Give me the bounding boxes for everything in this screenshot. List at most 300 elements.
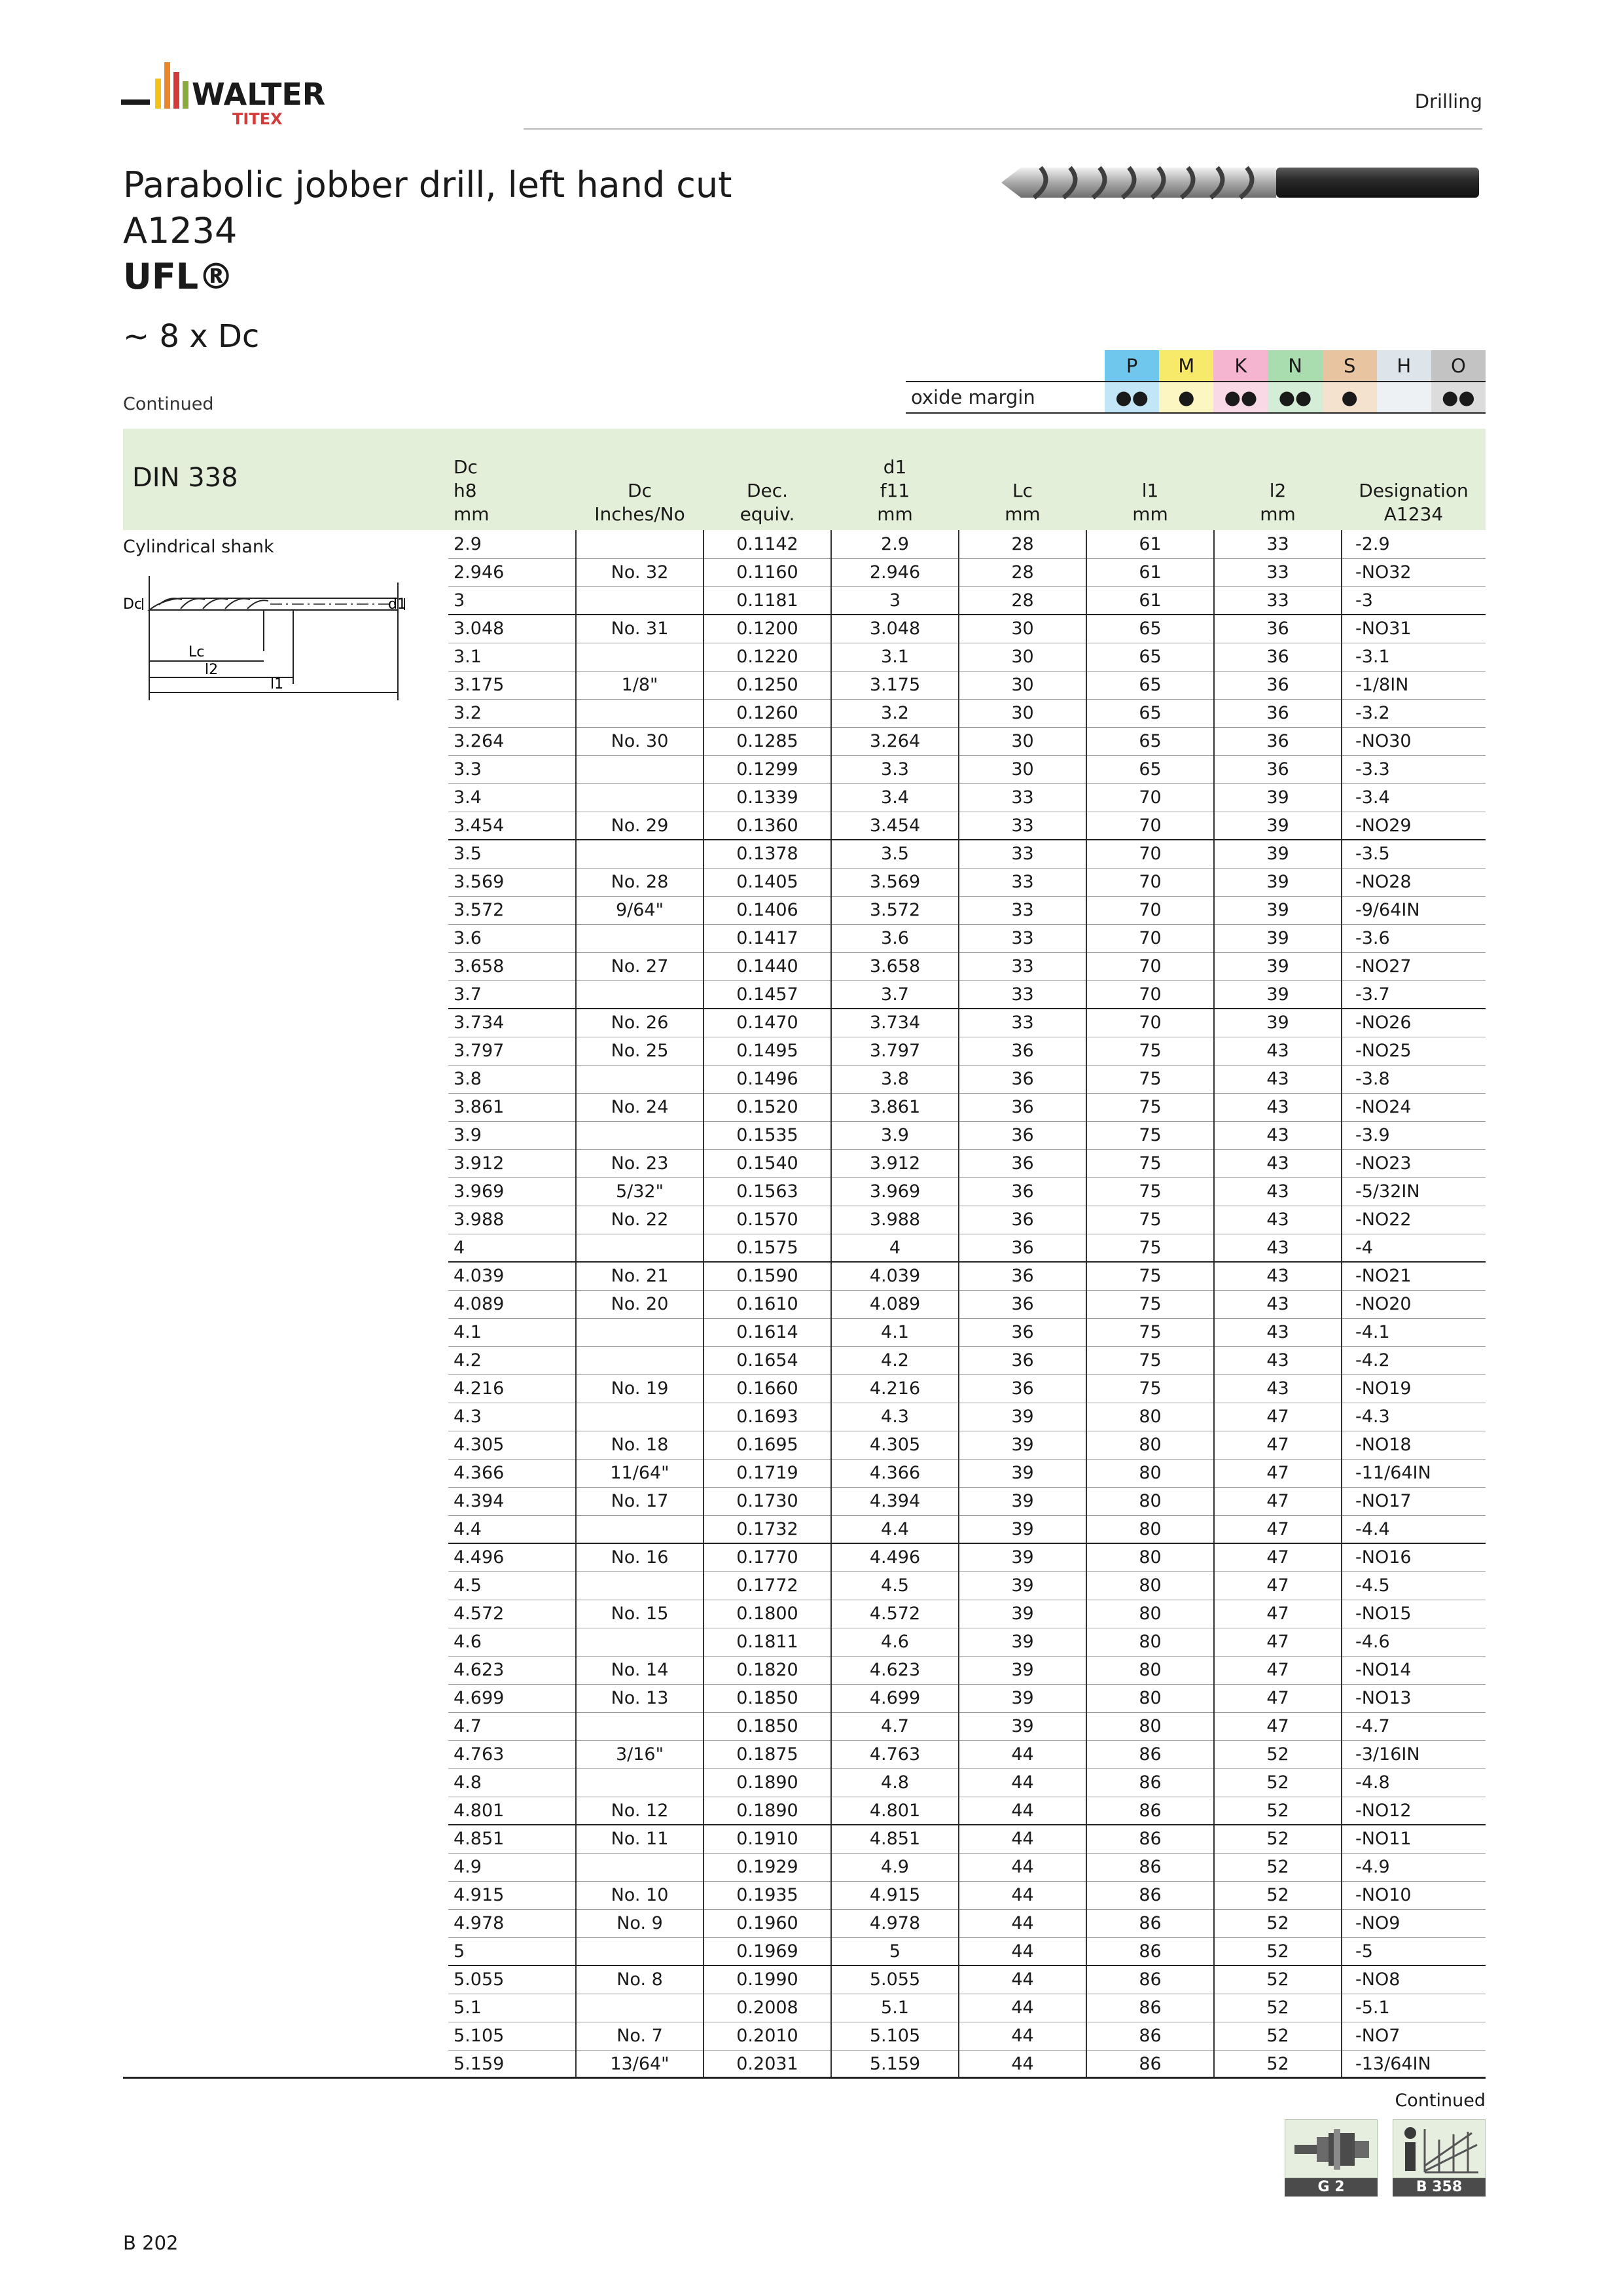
svg-text:Lc: Lc (188, 644, 205, 660)
table-cell: -3.8 (1342, 1065, 1486, 1093)
table-cell: 4.2 (448, 1346, 576, 1374)
table-cell: 47 (1214, 1459, 1342, 1487)
table-cell: 52 (1214, 2050, 1342, 2078)
table-cell: 4.305 (831, 1431, 959, 1459)
table-row (448, 1262, 1486, 1290)
table-cell: 75 (1086, 1234, 1214, 1262)
table-cell: 0.1935 (704, 1881, 831, 1909)
table-cell: 75 (1086, 1346, 1214, 1374)
table-cell: No. 29 (576, 812, 704, 840)
table-cell (576, 1994, 704, 2022)
table-cell: -NO17 (1342, 1487, 1486, 1515)
table-cell: 0.1890 (704, 1768, 831, 1797)
table-cell: 86 (1086, 1994, 1214, 2022)
table-cell: 36 (959, 1121, 1086, 1149)
shank-type-label: Cylindrical shank (123, 537, 274, 557)
table-cell: 65 (1086, 643, 1214, 671)
table-cell (576, 840, 704, 868)
table-cell: -NO26 (1342, 1009, 1486, 1037)
table-cell: 33 (959, 1009, 1086, 1037)
table-cell: 80 (1086, 1656, 1214, 1684)
table-cell: 30 (959, 643, 1086, 671)
table-cell: 0.1969 (704, 1937, 831, 1965)
table-cell: 39 (959, 1712, 1086, 1740)
table-cell: 80 (1086, 1431, 1214, 1459)
table-cell: 3.3 (831, 755, 959, 783)
table-cell: No. 24 (576, 1093, 704, 1121)
table-cell: -5.1 (1342, 1994, 1486, 2022)
table-cell: 65 (1086, 755, 1214, 783)
table-cell: 80 (1086, 1712, 1214, 1740)
svg-text:WALTER: WALTER (192, 77, 326, 112)
table-cell: -NO31 (1342, 615, 1486, 643)
table-cell: 3.734 (448, 1009, 576, 1037)
table-cell: 75 (1086, 1065, 1214, 1093)
table-cell: No. 19 (576, 1374, 704, 1403)
table-cell: 0.1495 (704, 1037, 831, 1065)
svg-text:l1: l1 (270, 676, 284, 692)
clamping-reference[interactable] (1285, 2119, 1378, 2195)
table-cell: 52 (1214, 1937, 1342, 1965)
table-row (448, 1149, 1486, 1177)
table-cell: 47 (1214, 1712, 1342, 1740)
table-cell: 3.048 (448, 615, 576, 643)
din-standard: DIN 338 (132, 463, 238, 493)
table-cell: 86 (1086, 1853, 1214, 1881)
table-cell: 3.264 (831, 727, 959, 755)
table-cell: 3.1 (448, 643, 576, 671)
table-cell: -3.4 (1342, 783, 1486, 812)
table-row (448, 1431, 1486, 1459)
table-cell: 5.1 (831, 1994, 959, 2022)
table-cell: 75 (1086, 1318, 1214, 1346)
page-number: B 202 (123, 2232, 179, 2254)
table-row (448, 727, 1486, 755)
table-cell: 3.454 (448, 812, 576, 840)
table-cell: 33 (1214, 558, 1342, 586)
table-cell: 3.9 (831, 1121, 959, 1149)
table-cell: 3.048 (831, 615, 959, 643)
table-row (448, 1121, 1486, 1149)
table-cell: 5.105 (448, 2022, 576, 2050)
table-cell: 4.699 (448, 1684, 576, 1712)
column-header-line: A1234 (1383, 503, 1444, 525)
table-cell: 30 (959, 755, 1086, 783)
table-cell: 33 (1214, 530, 1342, 558)
table-row (448, 1009, 1486, 1037)
column-header-line: d1 (883, 456, 907, 478)
table-cell: 0.1575 (704, 1234, 831, 1262)
table-cell: 47 (1214, 1487, 1342, 1515)
table-cell: 44 (959, 1797, 1086, 1825)
table-cell: 4.5 (448, 1571, 576, 1600)
table-cell: 39 (1214, 1009, 1342, 1037)
column-header-line: Dec. (746, 480, 789, 501)
table-cell (576, 1121, 704, 1149)
table-cell: 0.1378 (704, 840, 831, 868)
table-cell: 0.1220 (704, 643, 831, 671)
table-row (448, 1374, 1486, 1403)
table-cell: 4.978 (831, 1909, 959, 1937)
table-cell: 4.8 (448, 1768, 576, 1797)
product-code: A1234 (123, 210, 238, 251)
table-cell: No. 15 (576, 1600, 704, 1628)
table-cell (576, 1628, 704, 1656)
table-cell: 5.159 (831, 2050, 959, 2078)
table-cell: No. 30 (576, 727, 704, 755)
table-cell: 36 (1214, 615, 1342, 643)
table-cell: -3.2 (1342, 699, 1486, 727)
table-cell: 44 (959, 2022, 1086, 2050)
info-reference[interactable] (1393, 2119, 1486, 2195)
table-row (448, 1853, 1486, 1881)
table-cell: -3.7 (1342, 980, 1486, 1009)
table-cell: 47 (1214, 1628, 1342, 1656)
table-cell: -4.6 (1342, 1628, 1486, 1656)
table-row (448, 1290, 1486, 1318)
table-cell: 33 (959, 783, 1086, 812)
table-cell: 0.1772 (704, 1571, 831, 1600)
table-cell: 44 (959, 1881, 1086, 1909)
table-cell (576, 530, 704, 558)
table-cell: 80 (1086, 1459, 1214, 1487)
table-cell: -NO19 (1342, 1374, 1486, 1403)
table-cell: 47 (1214, 1403, 1342, 1431)
table-row (448, 980, 1486, 1009)
table-cell: 0.1563 (704, 1177, 831, 1206)
table-cell: No. 31 (576, 615, 704, 643)
table-cell: 0.1850 (704, 1684, 831, 1712)
table-cell: 36 (959, 1318, 1086, 1346)
column-header (831, 429, 959, 530)
table-cell: 4.394 (831, 1487, 959, 1515)
table-cell: 70 (1086, 783, 1214, 812)
table-cell: 4.496 (448, 1543, 576, 1571)
table-cell: 3.7 (448, 980, 576, 1009)
table-cell (576, 1346, 704, 1374)
table-cell: 4.366 (448, 1459, 576, 1487)
material-o: O (1431, 350, 1486, 382)
svg-text:Dc: Dc (123, 596, 143, 613)
table-cell: 80 (1086, 1487, 1214, 1515)
table-cell: -4 (1342, 1234, 1486, 1262)
table-cell: 80 (1086, 1600, 1214, 1628)
table-cell: 0.1990 (704, 1965, 831, 1994)
table-cell: -3.1 (1342, 643, 1486, 671)
table-cell: 43 (1214, 1262, 1342, 1290)
table-cell: 75 (1086, 1206, 1214, 1234)
table-cell: -2.9 (1342, 530, 1486, 558)
column-header-line (959, 456, 1086, 479)
table-row (448, 1065, 1486, 1093)
drill-dimension-diagram (123, 569, 411, 700)
table-cell: -NO13 (1342, 1684, 1486, 1712)
table-cell: 0.1693 (704, 1403, 831, 1431)
table-cell: 36 (959, 1065, 1086, 1093)
table-cell: 39 (959, 1487, 1086, 1515)
table-cell: No. 10 (576, 1881, 704, 1909)
table-cell: 43 (1214, 1065, 1342, 1093)
table-cell: 3 (831, 586, 959, 615)
table-row (448, 2050, 1486, 2078)
column-header (1214, 429, 1342, 530)
table-cell: -3.5 (1342, 840, 1486, 868)
table-cell: 5.055 (448, 1965, 576, 1994)
table-cell: 5.105 (831, 2022, 959, 2050)
table-cell: 36 (1214, 755, 1342, 783)
table-cell: 52 (1214, 1768, 1342, 1797)
table-cell: 80 (1086, 1628, 1214, 1656)
table-cell: 39 (959, 1515, 1086, 1543)
table-cell: 86 (1086, 1768, 1214, 1797)
material-m: M (1159, 350, 1213, 382)
table-cell: 4.6 (448, 1628, 576, 1656)
column-header (448, 429, 576, 530)
column-header-line: l1 (1141, 480, 1159, 501)
table-cell: 70 (1086, 868, 1214, 896)
table-cell: 5 (831, 1937, 959, 1965)
table-cell: 3.569 (831, 868, 959, 896)
table-cell: 3.912 (448, 1149, 576, 1177)
table-cell: 33 (959, 868, 1086, 896)
length-ratio: ~ 8 x Dc (123, 318, 260, 355)
table-cell: 3.569 (448, 868, 576, 896)
table-cell: 0.1470 (704, 1009, 831, 1037)
column-header (1342, 429, 1486, 530)
table-cell: 4.216 (448, 1374, 576, 1403)
table-cell: 44 (959, 1909, 1086, 1937)
table-row (448, 1543, 1486, 1571)
table-cell: 3.572 (448, 896, 576, 924)
table-cell: 30 (959, 727, 1086, 755)
table-cell: 0.1535 (704, 1121, 831, 1149)
table-cell: 70 (1086, 952, 1214, 980)
table-cell: 47 (1214, 1571, 1342, 1600)
table-cell: 39 (1214, 980, 1342, 1009)
table-cell: 0.2031 (704, 2050, 831, 2078)
table-cell: 3.5 (831, 840, 959, 868)
table-cell: 0.1590 (704, 1262, 831, 1290)
table-cell: 36 (959, 1374, 1086, 1403)
table-cell: 0.1660 (704, 1374, 831, 1403)
table-cell: 0.1929 (704, 1853, 831, 1881)
table-cell: 65 (1086, 699, 1214, 727)
table-cell: 44 (959, 1965, 1086, 1994)
walter-titex-logo (121, 59, 402, 131)
table-cell: 4.572 (831, 1600, 959, 1628)
table-cell: 4.3 (448, 1403, 576, 1431)
table-row (448, 1712, 1486, 1740)
table-cell: 70 (1086, 980, 1214, 1009)
table-cell: -NO10 (1342, 1881, 1486, 1909)
table-cell (576, 1853, 704, 1881)
mark-m: ● (1159, 382, 1213, 413)
column-header-line: Dc (454, 456, 478, 478)
table-cell: 80 (1086, 1543, 1214, 1571)
table-cell: 4 (831, 1234, 959, 1262)
table-cell: 0.1811 (704, 1628, 831, 1656)
table-cell: -4.9 (1342, 1853, 1486, 1881)
column-header-line: equiv. (740, 503, 795, 525)
table-cell: 47 (1214, 1543, 1342, 1571)
table-cell: 3.6 (831, 924, 959, 952)
table-row (448, 1825, 1486, 1853)
column-header-line: l2 (1269, 480, 1287, 501)
table-cell: 3.658 (448, 952, 576, 980)
column-header-line (1214, 456, 1342, 479)
table-cell: 86 (1086, 1909, 1214, 1937)
table-cell: -3 (1342, 586, 1486, 615)
continued-label-top: Continued (123, 394, 214, 414)
table-cell: 28 (959, 530, 1086, 558)
table-cell: -4.7 (1342, 1712, 1486, 1740)
table-cell: 0.1260 (704, 699, 831, 727)
table-cell: No. 21 (576, 1262, 704, 1290)
table-cell: 33 (959, 812, 1086, 840)
column-header-line: mm (454, 503, 490, 525)
table-cell: 52 (1214, 1853, 1342, 1881)
table-cell: 39 (959, 1684, 1086, 1712)
table-cell: 0.1614 (704, 1318, 831, 1346)
table-cell: 5.159 (448, 2050, 576, 2078)
table-cell: 5 (448, 1937, 576, 1965)
table-cell: No. 28 (576, 868, 704, 896)
table-cell: 43 (1214, 1374, 1342, 1403)
table-cell: 4.394 (448, 1487, 576, 1515)
table-cell: 75 (1086, 1121, 1214, 1149)
table-cell: 4.216 (831, 1374, 959, 1403)
table-row (448, 671, 1486, 699)
table-cell: 39 (959, 1656, 1086, 1684)
table-cell: 36 (959, 1037, 1086, 1065)
table-cell: 43 (1214, 1093, 1342, 1121)
table-cell: 86 (1086, 2022, 1214, 2050)
table-cell: 75 (1086, 1290, 1214, 1318)
mark-n: ●● (1268, 382, 1322, 413)
table-cell: 39 (1214, 840, 1342, 868)
table-cell: 0.1820 (704, 1656, 831, 1684)
column-header-line: h8 (454, 480, 477, 501)
table-cell: 70 (1086, 924, 1214, 952)
table-cell: 43 (1214, 1177, 1342, 1206)
table-cell: 0.1339 (704, 783, 831, 812)
table-cell: 39 (1214, 783, 1342, 812)
table-cell: 3.797 (448, 1037, 576, 1065)
table-cell: 0.1695 (704, 1431, 831, 1459)
table-cell (576, 1937, 704, 1965)
table-cell: 52 (1214, 1825, 1342, 1853)
table-cell: -NO20 (1342, 1290, 1486, 1318)
table-cell: -3.9 (1342, 1121, 1486, 1149)
product-title (123, 162, 732, 300)
table-cell: No. 13 (576, 1684, 704, 1712)
table-cell: 30 (959, 671, 1086, 699)
table-cell: 52 (1214, 1909, 1342, 1937)
table-cell: 36 (1214, 699, 1342, 727)
table-cell: 3.988 (448, 1206, 576, 1234)
material-k: K (1213, 350, 1268, 382)
drill-image (995, 160, 1486, 206)
table-cell: 39 (1214, 868, 1342, 896)
table-cell: 39 (959, 1600, 1086, 1628)
info-icon (1393, 2119, 1486, 2178)
table-cell: 3.5 (448, 840, 576, 868)
column-header-line: f11 (880, 480, 910, 501)
mark-p: ●● (1105, 382, 1159, 413)
table-row (448, 643, 1486, 671)
table-cell: 30 (959, 699, 1086, 727)
table-cell: 0.2010 (704, 2022, 831, 2050)
table-cell: No. 18 (576, 1431, 704, 1459)
column-header-line: mm (877, 503, 913, 525)
table-cell: 43 (1214, 1149, 1342, 1177)
table-cell: 65 (1086, 615, 1214, 643)
table-cell: 33 (1214, 586, 1342, 615)
table-cell: 4.915 (448, 1881, 576, 1909)
table-cell: 3.861 (831, 1093, 959, 1121)
table-row (448, 1881, 1486, 1909)
table-cell: 43 (1214, 1206, 1342, 1234)
table-cell: 33 (959, 840, 1086, 868)
table-cell: 44 (959, 1740, 1086, 1768)
table-cell: 4.1 (448, 1318, 576, 1346)
column-header-line (1342, 456, 1486, 479)
table-cell (576, 924, 704, 952)
continued-label-bottom: Continued (1395, 2090, 1486, 2111)
table-cell: 4 (448, 1234, 576, 1262)
table-cell: 47 (1214, 1684, 1342, 1712)
table-cell: 52 (1214, 1994, 1342, 2022)
table-cell: 44 (959, 1825, 1086, 1853)
table-cell: 3.264 (448, 727, 576, 755)
svg-text:TITEX: TITEX (232, 110, 283, 128)
svg-text:l2: l2 (205, 662, 219, 678)
table-cell: 3.175 (448, 671, 576, 699)
table-cell: 75 (1086, 1037, 1214, 1065)
table-cell: 0.1160 (704, 558, 831, 586)
table-cell: -NO11 (1342, 1825, 1486, 1853)
material-h: H (1377, 350, 1431, 382)
table-cell: 39 (1214, 952, 1342, 980)
table-cell (576, 1712, 704, 1740)
table-cell: 3.6 (448, 924, 576, 952)
info-tag: B 358 (1393, 2178, 1486, 2197)
table-cell: 47 (1214, 1431, 1342, 1459)
table-cell: 2.9 (831, 530, 959, 558)
table-cell: 65 (1086, 671, 1214, 699)
table-cell (576, 1515, 704, 1543)
table-cell: -NO25 (1342, 1037, 1486, 1065)
table-cell: 61 (1086, 530, 1214, 558)
table-cell: 3 (448, 586, 576, 615)
table-row (448, 840, 1486, 868)
table-cell: 3/16" (576, 1740, 704, 1768)
table-cell: 3.572 (831, 896, 959, 924)
table-cell (576, 699, 704, 727)
table-row (448, 1740, 1486, 1768)
table-cell: 4.8 (831, 1768, 959, 1797)
table-cell: 86 (1086, 2050, 1214, 2078)
table-cell: 39 (1214, 812, 1342, 840)
table-cell: -NO14 (1342, 1656, 1486, 1684)
table-row (448, 1909, 1486, 1937)
table-row (448, 1037, 1486, 1065)
table-cell: 4.4 (831, 1515, 959, 1543)
table-cell: 3.1 (831, 643, 959, 671)
table-cell: 70 (1086, 1009, 1214, 1037)
table-cell: 3.797 (831, 1037, 959, 1065)
table-cell: 80 (1086, 1571, 1214, 1600)
